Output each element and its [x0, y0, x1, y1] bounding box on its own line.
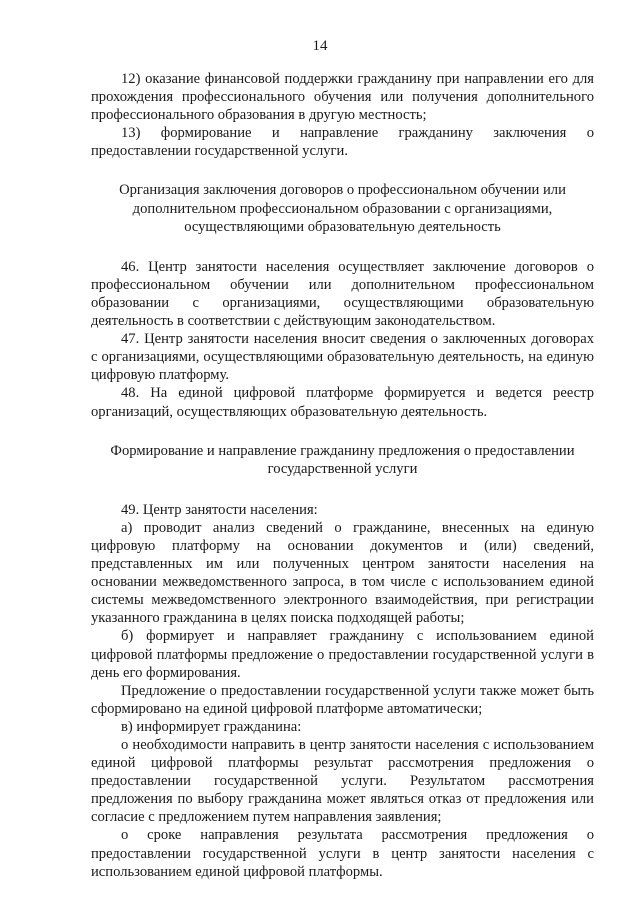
section-heading-contracts: Организация заключения договоров о профессиональном обучении или дополнительном профессиональном образовании с организациями, осуществляющими образовательную деятельность	[119, 182, 566, 235]
paragraph-47: 47. Центр занятости населения вносит сведения о заключенных договорах с организациями, осуществляющими образовательную деятельность, на единую цифровую платформу.	[91, 331, 594, 384]
page-number: 14	[312, 38, 328, 54]
paragraph-49-v-1: о необходимости направить в центр занятости населения с использованием единой цифровой платформы результат рассмотрения предложения о предоставлении государственной услуги. Результатом рассмотрения предложения по выбору гражданина может являться отказ от предложения или согласие с предложением путем направления заявления;	[91, 737, 594, 826]
paragraph-item-13: 13) формирование и направление гражданину заключения о предоставлении государственной услуги.	[91, 125, 594, 160]
paragraph-49-a: а) проводит анализ сведений о гражданине, внесенных на единую цифровую платформу на основании документов и (или) сведений, представленных им или полученных центром занятости населения на основании межведомственного запроса, в том числе с использованием единой системы межведомственного электронного взаимодействия, при регистрации указанного гражданина в целях поиска подходящей работы;	[91, 519, 594, 627]
paragraph-48: 48. На единой цифровой платформе формируется и ведется реестр организаций, осуществляющих образовательную деятельность.	[91, 385, 594, 420]
paragraph-item-12: 12) оказание финансовой поддержки гражданину при направлении его для прохождения профессионального обучения или получения дополнительного профессионального образования в другую местность;	[91, 71, 594, 124]
paragraph-49-auto: Предложение о предоставлении государственной услуги также может быть сформировано на единой цифровой платформе автоматически;	[91, 682, 594, 717]
paragraph-49-b: б) формирует и направляет гражданину с использованием единой цифровой платформы предложение о предоставлении государственной услуги в день его формирования.	[91, 628, 594, 681]
paragraph-49: 49. Центр занятости населения:	[121, 501, 318, 518]
paragraph-49-v: в) информирует гражданина:	[121, 718, 302, 735]
document-body	[91, 70, 594, 881]
paragraph-49-v-2: о сроке направления результата рассмотрения предложения о предоставлении государственной услуги в центр занятости населения с использованием единой цифровой платформы.	[91, 827, 594, 880]
paragraph-46: 46. Центр занятости населения осуществляет заключение договоров о профессиональном обучении или дополнительном профессиональном образовании с организациями, осуществляющими образовательную деятельность в соответствии с действующим законодательством.	[91, 258, 594, 330]
section-heading-offer: Формирование и направление гражданину предложения о предоставлении государственной услуги	[110, 442, 575, 477]
